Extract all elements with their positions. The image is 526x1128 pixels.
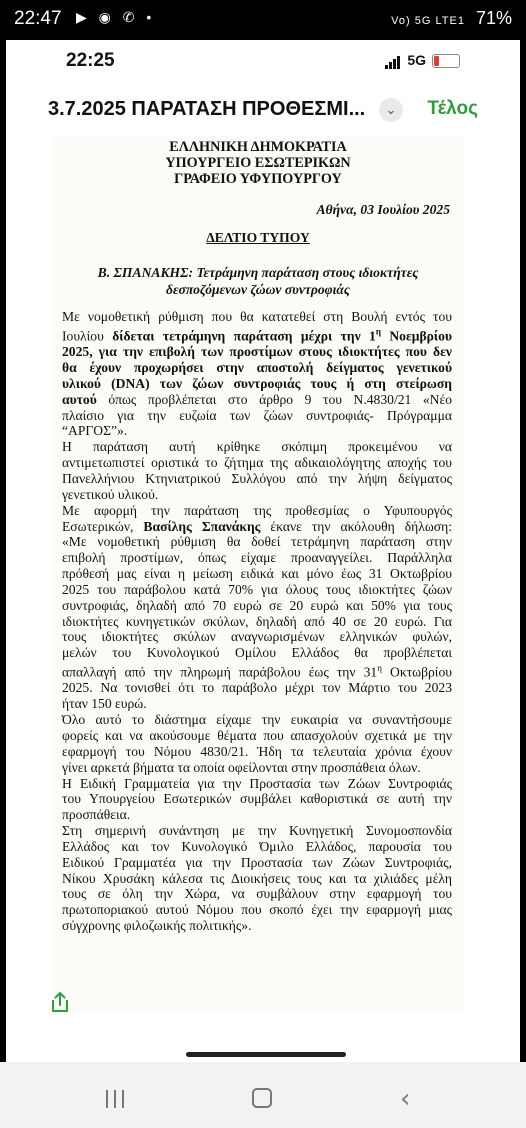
paragraph-5 (62, 776, 452, 824)
text-line: 2025 του παράβολου κατά 70% για όλους τους ιδιοκτήτες ζώων (62, 581, 452, 597)
letterhead (52, 139, 464, 187)
done-button[interactable]: Τέλος (427, 98, 478, 119)
text-line: σύγχρονης φιλοζωικής πολιτικής». (62, 918, 252, 934)
text-line: μελών του Κυνολογικού Ομίλου Ελλάδος θα προβλέπεται (62, 645, 452, 661)
signal-bars-icon (385, 53, 401, 69)
text-line: “ΑΡΓΟΣ”». (62, 423, 128, 439)
gesture-home-bar[interactable] (186, 1052, 346, 1057)
press-release-subtitle (70, 264, 446, 298)
text-run: Νοεμβρίου (380, 328, 452, 344)
document-titlebar (6, 90, 520, 132)
text-line: ιδιοκτήτες κυνηγετικών σκύλων, δηλαδή από 40 σε 20 ευρώ. Για (62, 613, 452, 629)
text-line: υλικού (DNA) των ζώων συντροφιάς τους ή στη στείρωση (62, 375, 452, 391)
text-line: ήταν 150 ευρώ. (62, 696, 147, 712)
letterhead-line: ΕΛΛΗΝΙΚΗ ΔΗΜΟΚΡΑΤΙΑ (169, 139, 347, 155)
text-run: αυτού (62, 391, 97, 407)
screenshot-viewer (6, 40, 520, 1062)
text-line: αντιμετωπιστεί οριστικά το ζήτημα της αδικαιολόγητης αποχής του (62, 455, 452, 471)
text-line: Η Ειδική Γραμματεία για την Προστασία των Ζώων Συντροφιάς (62, 775, 452, 791)
text-run: δίδεται τετράμηνη παράταση μέχρι την 1 (112, 328, 376, 344)
paragraph-3 (62, 503, 452, 713)
text-line: πρωτοποριακού αυτού Νόμου που σκοπό έχει την εφαρμογή μιας (62, 902, 452, 918)
press-release-label: ΔΕΛΤΙΟ ΤΥΠΟΥ (206, 230, 310, 245)
inner-status-bar (6, 40, 520, 84)
battery-icon (432, 54, 460, 68)
text-line: Ελλάδος και τον Κυνολογικό Όμιλο Ελλάδος, παρουσία του (62, 838, 452, 854)
chevron-down-icon[interactable]: ⌄ (379, 98, 403, 122)
text-run: Οκτωβρίου (381, 664, 452, 680)
paragraph-2 (62, 439, 452, 502)
text-line (62, 325, 452, 344)
inner-status-right (385, 52, 460, 69)
text-run: Εσωτερικών, (62, 518, 144, 534)
text-line: Όλο αυτό το διάστημα είχαμε την ευκαιρία να συναντήσουμε (62, 712, 452, 728)
text-line: Ειδικού Γραμματέα για την Προστασία των Ζώων Συντροφιάς, (62, 854, 452, 870)
text-run: Ιουλίου (62, 328, 113, 344)
document-date: Αθήνα, 03 Ιουλίου 2025 (316, 202, 450, 217)
text-line: πρόθεσή μας είναι η μείωση ειδικά και μόνο έως 31 Οκτωβρίου (62, 566, 452, 582)
paragraph-1 (62, 309, 452, 439)
text-run: όπως προβλέπεται στο άρθρο 9 του Ν.4830/21 «Νέο (96, 391, 452, 407)
text-line: γίνει αρκετά βήματα τα οποία οφείλονται στην προσπάθεια όλων. (62, 759, 421, 775)
status-time: 22:47 (14, 8, 62, 29)
text-line: πλαίσιο για την ευζωία των ζώων συντροφιάς- Πρόγραμμα (62, 407, 452, 423)
text-run: απαλλαγή από την πληρωμή παράβολου έως την 31 (62, 664, 378, 680)
text-line (62, 392, 452, 408)
text-line: 2025, για την επιβολή των προστίμων στους ιδιοκτήτες που δεν (62, 344, 452, 360)
android-navigation-bar (0, 1062, 526, 1128)
inner-status-time: 22:25 (66, 50, 115, 71)
back-icon[interactable]: ‹ (400, 1084, 411, 1114)
text-line: φορείς και να ακούσουμε θέματα που απασχολούν σχετικά με την (62, 728, 452, 743)
text-line: προσπάθεια. (62, 807, 131, 823)
text-line (62, 519, 452, 535)
paragraph-6 (62, 823, 452, 934)
letterhead-line: ΥΠΟΥΡΓΕΙΟ ΕΣΩΤΕΡΙΚΩΝ (165, 155, 351, 171)
notification-icons: ▶ ◉ ✆ • (76, 9, 156, 25)
text-line: Στη σημερινή συνάντηση με την Κυνηγετική Συνομοσπονδία (62, 823, 452, 839)
text-line: του Υπουργείου Εσωτερικών συμβάλει καθοριστικά σε αυτή την (62, 791, 452, 807)
recent-apps-icon[interactable] (104, 1088, 128, 1108)
text-run: Βασίλης Σπανάκης (143, 518, 261, 534)
text-line: 2025. Να τονισθεί ότι το παράβολο μέχρι τον Μάρτιο του 2023 (62, 680, 452, 696)
text-line: τους σε όλη την Χώρα, να συμβάλουν στην εφαρμογή του (62, 886, 452, 902)
battery-level: 71% (475, 8, 512, 28)
document-title: 3.7.2025 ΠΑΡΑΤΑΣΗ ΠΡΟΘΕΣΜΙ... (48, 98, 366, 120)
text-line: Με αφορμή την παράταση της προθεσμίας ο Υφυπουργός (62, 502, 452, 518)
inner-network-label: 5G (407, 52, 426, 68)
letterhead-line: ΓΡΑΦΕΙΟ ΥΦΥΠΟΥΡΓΟΥ (174, 171, 342, 187)
system-status-bar (0, 0, 526, 38)
paragraph-4 (62, 712, 452, 775)
text-line: Πανελλήνιου Κτηνιατρικού Συλλόγου από την λήψη δείγματος (62, 470, 452, 486)
text-line: εφαρμογή του Νόμου 4830/21. Ήδη τα τελευταία χρόνια έχουν (62, 743, 452, 759)
text-line (62, 661, 452, 680)
text-line: θα έχουν προχωρήσει στην αποστολή δείγματος γενετικού (62, 360, 452, 376)
subtitle-line: δεσποζόμενων ζώων συντροφιάς (165, 282, 350, 297)
document-page (52, 136, 464, 1012)
text-run: έκανε την ακόλουθη δήλωση: (260, 518, 453, 534)
text-run: η (375, 326, 381, 337)
network-indicator: Vo) 5G LTE1 (391, 15, 465, 27)
status-right (391, 8, 512, 29)
text-line: «Με νομοθετική ρύθμιση θα δοθεί τετράμηνη παράταση στην (62, 534, 452, 550)
subtitle-line: Β. ΣΠΑΝΑΚΗΣ: Τετράμηνη παράταση στους ιδιοκτήτες (97, 265, 419, 280)
text-line: Με νομοθετική ρύθμιση που θα κατατεθεί στη Βουλή εντός του (62, 309, 452, 324)
share-icon[interactable] (48, 990, 72, 1014)
home-icon[interactable] (252, 1088, 272, 1108)
text-line: Νίκου Χρυσάκη κάλεσα τις Διοικήσεις τους και τα χιλιάδες μέλη (62, 870, 452, 886)
document-body (62, 309, 452, 934)
text-line: Η παράταση αυτή κρίθηκε σκόπιμη προκειμένου να (62, 439, 452, 455)
text-run: η (377, 663, 382, 674)
text-line: συντροφιάς, δηλαδή από 70 ευρώ σε 20 ευρώ και 50% για τους (62, 597, 452, 613)
text-line: επιβολή προστίμων, όπως είχαμε προαναγγείλει. Παράλληλα (62, 550, 452, 566)
text-line: τους ιδιοκτήτες σκύλων αναγνωρισμένων ελληνικών φυλών, (62, 629, 452, 645)
text-line: γενετικού υλικού. (62, 486, 159, 502)
